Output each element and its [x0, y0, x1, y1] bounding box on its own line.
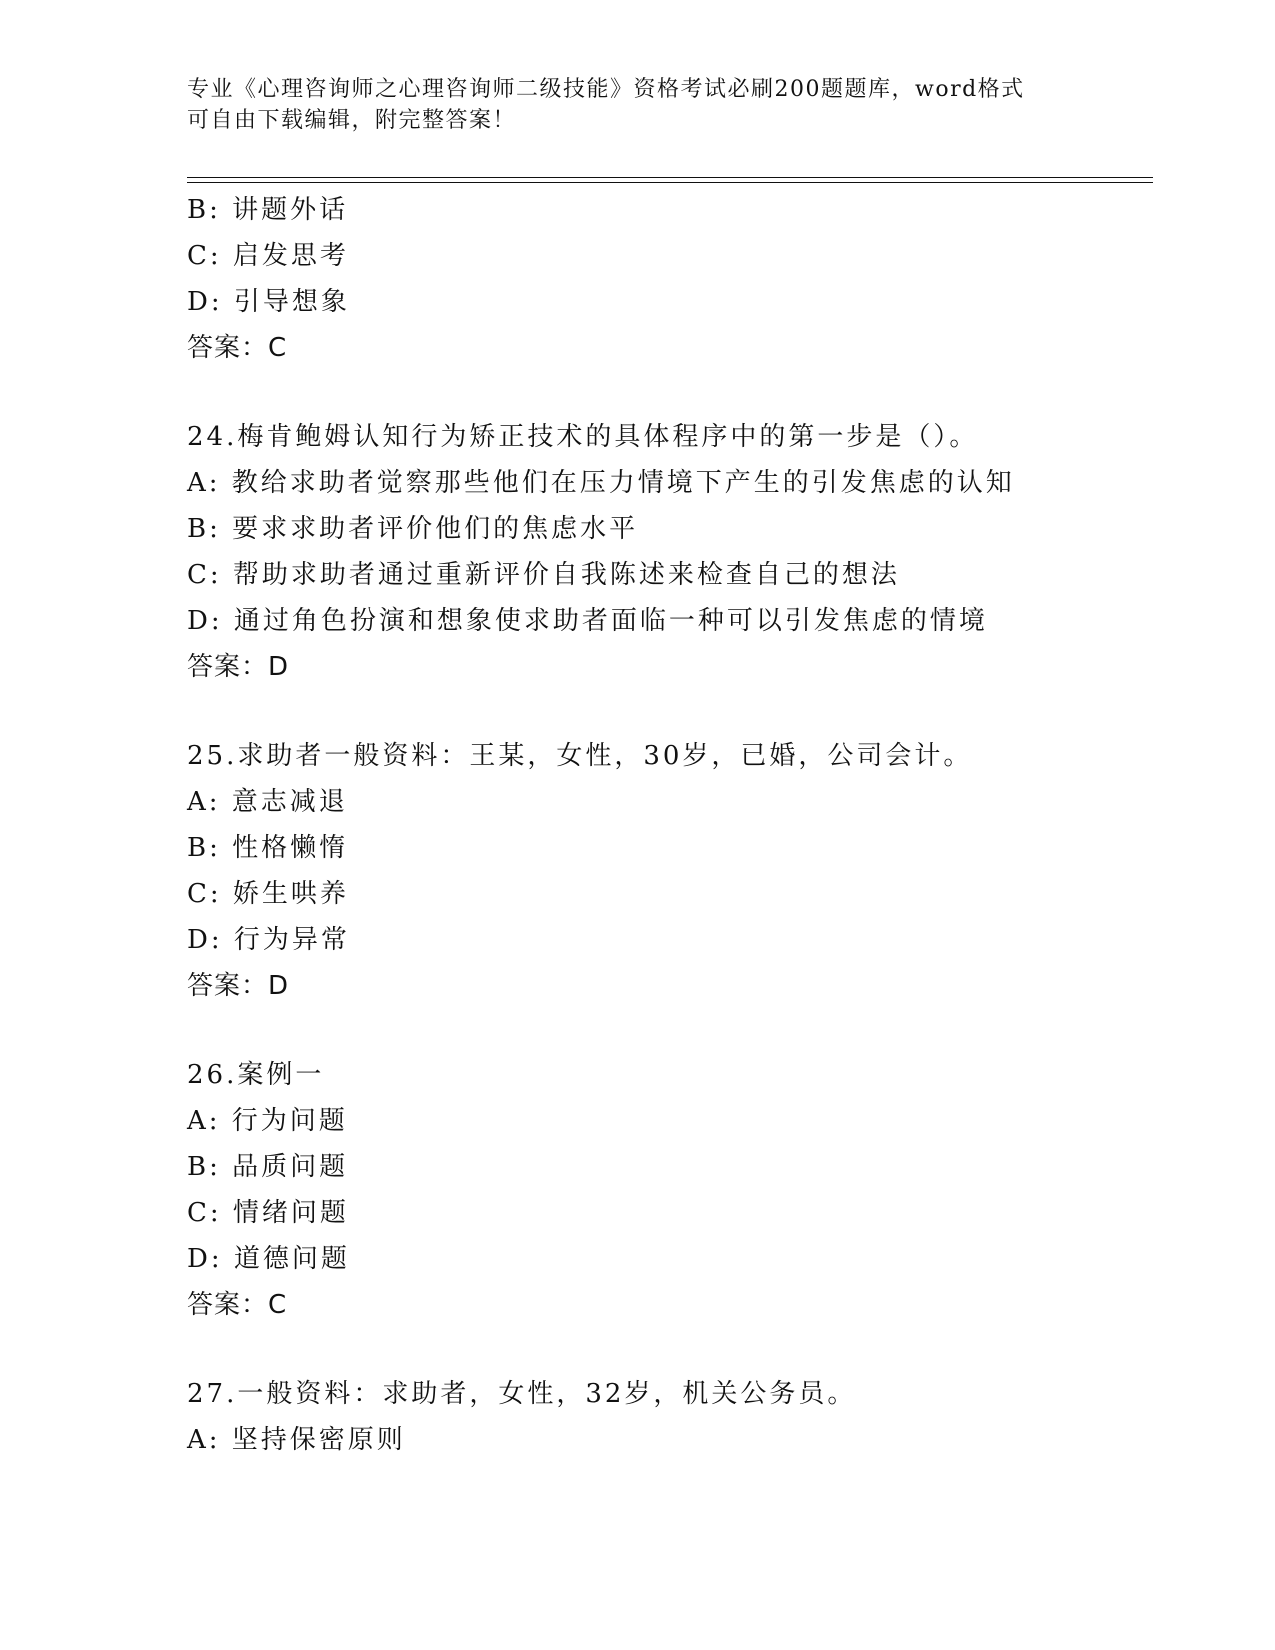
- spacer: [187, 1328, 1147, 1371]
- document-header: [187, 74, 1087, 136]
- answer-line: 答案：C: [187, 1290, 288, 1320]
- header-line-2: 可自由下载编辑，附完整答案！: [187, 108, 517, 133]
- option-a: A: 坚持保密原则: [187, 1425, 406, 1455]
- spacer: [187, 690, 1147, 733]
- question-list: [187, 187, 1147, 1463]
- option-b: B: 要求求助者评价他们的焦虑水平: [187, 514, 639, 544]
- spacer: [187, 371, 1147, 414]
- question-26: [187, 1052, 1147, 1328]
- question-stem: 24.梅肯鲍姆认知行为矫正技术的具体程序中的第一步是（）。: [187, 422, 979, 452]
- spacer: [187, 1009, 1147, 1052]
- option-c: C: 帮助求助者通过重新评价自我陈述来检查自己的想法: [187, 560, 900, 590]
- option-d: D: 通过角色扮演和想象使求助者面临一种可以引发焦虑的情境: [187, 606, 988, 636]
- question-stem: 25.求助者一般资料：王某，女性，30岁，已婚，公司会计。: [187, 741, 973, 771]
- header-line-1: 专业《心理咨询师之心理咨询师二级技能》资格考试必刷200题题库，word格式: [187, 77, 1025, 102]
- header-divider-bottom: [187, 182, 1153, 183]
- option-b: B: 讲题外话: [187, 195, 349, 225]
- header-divider-top: [187, 177, 1153, 178]
- question-27: [187, 1371, 1147, 1463]
- answer-line: 答案：C: [187, 333, 288, 363]
- option-a: A: 行为问题: [187, 1106, 348, 1136]
- question-stem: 26.案例一: [187, 1060, 325, 1090]
- option-a: A: 意志减退: [187, 787, 348, 817]
- option-c: C: 情绪问题: [187, 1198, 349, 1228]
- option-d: D: 道德问题: [187, 1244, 350, 1274]
- answer-line: 答案：D: [187, 971, 290, 1001]
- answer-line: 答案：D: [187, 652, 290, 682]
- option-d: D: 行为异常: [187, 925, 350, 955]
- question-fragment: [187, 187, 1147, 371]
- option-c: C: 娇生哄养: [187, 879, 349, 909]
- question-24: [187, 414, 1147, 690]
- question-stem: 27.一般资料：求助者，女性，32岁，机关公务员。: [187, 1379, 857, 1409]
- option-a: A: 教给求助者觉察那些他们在压力情境下产生的引发焦虑的认知: [187, 468, 1015, 498]
- option-d: D: 引导想象: [187, 287, 350, 317]
- option-b: B: 品质问题: [187, 1152, 349, 1182]
- question-25: [187, 733, 1147, 1009]
- option-c: C: 启发思考: [187, 241, 349, 271]
- option-b: B: 性格懒惰: [187, 833, 349, 863]
